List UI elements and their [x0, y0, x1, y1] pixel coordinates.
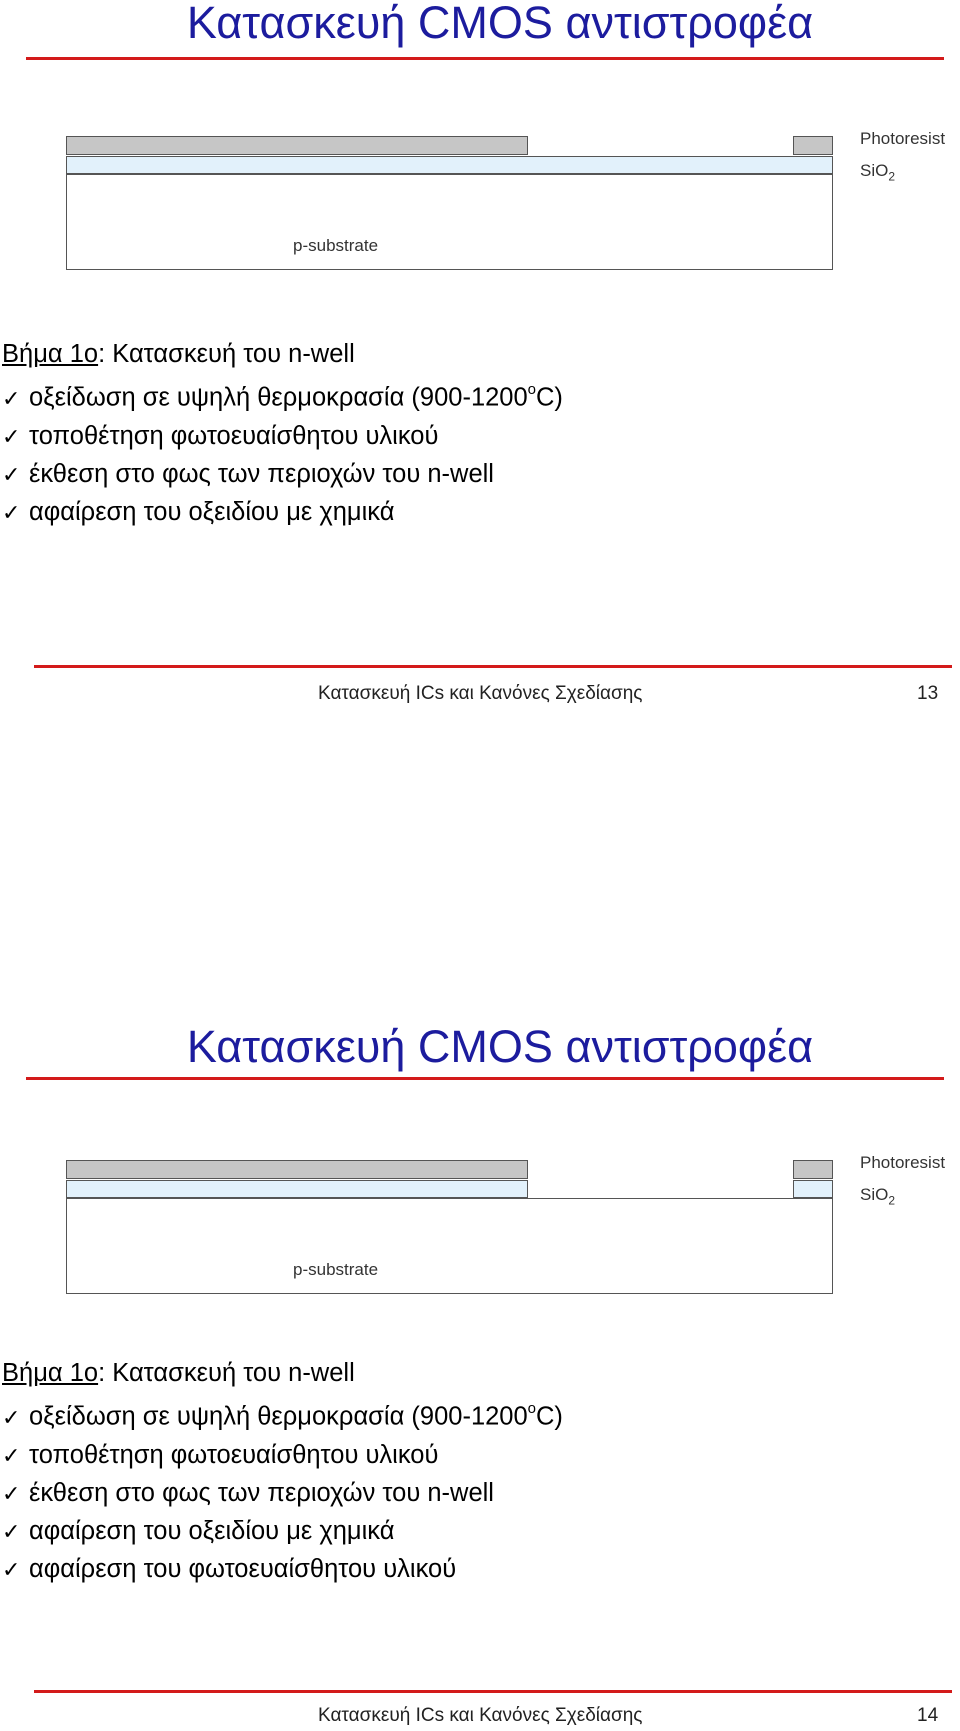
- legend-sio2-main: SiO: [860, 161, 889, 180]
- p-substrate-layer: [66, 1198, 833, 1294]
- bullet-text: αφαίρεση του φωτοευαίσθητου υλικού: [29, 1554, 457, 1583]
- degree-sup: o: [527, 381, 537, 398]
- photoresist-layer-right: [793, 1160, 833, 1179]
- legend-sio2-main: SiO: [860, 1185, 889, 1204]
- bullet-text: οξείδωση σε υψηλή θερμοκρασία (900-1200: [29, 1402, 528, 1431]
- footer-title: Κατασκευή ICs και Κανόνες Σχεδίασης: [318, 683, 643, 704]
- footer-title: Κατασκευή ICs και Κανόνες Σχεδίασης: [318, 1705, 643, 1726]
- bullet-item: [2, 1392, 563, 1437]
- step-prefix: Βήμα 1ο: [2, 1359, 99, 1387]
- photoresist-layer-left: [66, 1160, 528, 1179]
- bullet-text: αφαίρεση του οξειδίου με χημικά: [29, 1516, 395, 1545]
- slide-14: [0, 1020, 960, 1731]
- bullet-item: [2, 1437, 563, 1475]
- check-icon: ✓: [2, 386, 21, 412]
- bullet-tail: C): [536, 1402, 563, 1431]
- sio2-layer: [66, 156, 833, 174]
- step-heading: [2, 1355, 563, 1392]
- slide-title: Κατασκευή CMOS αντιστροφέα: [186, 1021, 814, 1072]
- legend-photoresist: Photoresist: [860, 129, 946, 148]
- bullet-item: [2, 456, 563, 494]
- footer-divider: [34, 665, 952, 668]
- process-diagram: [66, 129, 960, 276]
- process-diagram: [66, 1153, 960, 1300]
- legend-photoresist: Photoresist: [860, 1153, 946, 1172]
- check-icon: ✓: [2, 1519, 21, 1545]
- slide-13: [0, 0, 960, 760]
- page-number: 13: [917, 683, 939, 704]
- slide-title: Κατασκευή CMOS αντιστροφέα: [186, 0, 814, 48]
- check-icon: ✓: [2, 462, 21, 488]
- legend-sio2: [860, 161, 895, 183]
- bullet-text: τοποθέτηση φωτοευαίσθητου υλικού: [29, 421, 439, 450]
- bullet-item: [2, 494, 563, 532]
- substrate-label: p-substrate: [293, 1260, 379, 1279]
- bullet-text: τοποθέτηση φωτοευαίσθητου υλικού: [29, 1440, 439, 1469]
- bullet-item: [2, 373, 563, 418]
- step-heading: [2, 336, 563, 373]
- check-icon: ✓: [2, 1481, 21, 1507]
- step-rest: : Κατασκευή του n-well: [98, 340, 355, 368]
- step-prefix: Βήμα 1ο: [2, 340, 99, 368]
- bullet-text: οξείδωση σε υψηλή θερμοκρασία (900-1200: [29, 383, 528, 412]
- bullet-item: [2, 1475, 563, 1513]
- bullet-item: [2, 1551, 563, 1589]
- legend-sio2: [860, 1185, 895, 1207]
- check-icon: ✓: [2, 500, 21, 526]
- check-icon: ✓: [2, 1557, 21, 1583]
- step-rest: : Κατασκευή του n-well: [98, 1359, 355, 1387]
- footer-divider: [34, 1690, 952, 1693]
- title-divider: [26, 1077, 944, 1080]
- bullet-item: [2, 1513, 563, 1551]
- bullet-tail: C): [536, 383, 563, 412]
- substrate-label: p-substrate: [293, 236, 379, 255]
- title-divider: [26, 57, 944, 60]
- bullet-text: έκθεση στο φως των περιοχών του n-well: [29, 1478, 494, 1507]
- degree-sup: o: [527, 1400, 537, 1417]
- step-text: [2, 336, 563, 532]
- photoresist-layer-right: [793, 136, 833, 155]
- photoresist-layer-left: [66, 136, 528, 155]
- check-icon: ✓: [2, 1405, 21, 1431]
- check-icon: ✓: [2, 424, 21, 450]
- legend-sio2-sub: 2: [888, 169, 896, 184]
- sio2-layer-left: [66, 1180, 528, 1198]
- p-substrate-layer: [66, 174, 833, 270]
- bullet-text: έκθεση στο φως των περιοχών του n-well: [29, 459, 494, 488]
- legend-sio2-sub: 2: [888, 1193, 896, 1208]
- check-icon: ✓: [2, 1443, 21, 1469]
- page-number: 14: [917, 1705, 939, 1726]
- bullet-item: [2, 418, 563, 456]
- step-text: [2, 1355, 563, 1589]
- bullet-text: αφαίρεση του οξειδίου με χημικά: [29, 497, 395, 526]
- sio2-layer-right: [793, 1180, 833, 1198]
